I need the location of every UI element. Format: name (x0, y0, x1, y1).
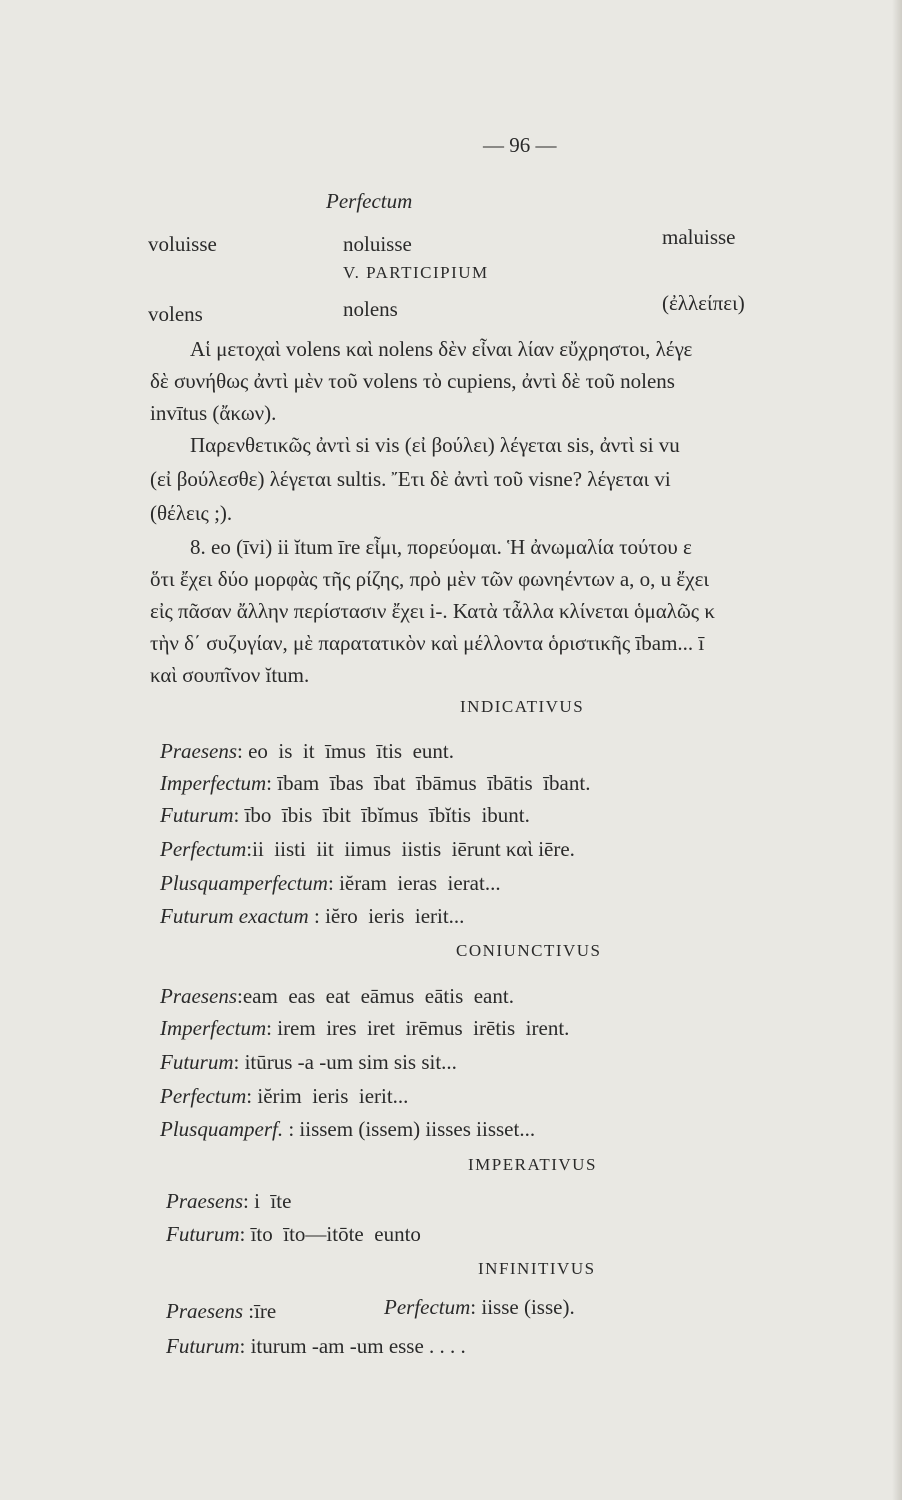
verb-forms: eam eas eat eāmus eātis eant. (242, 984, 514, 1008)
verb-forms: ii iisti iit iimus iistis iērunt καὶ iēre. (252, 837, 575, 861)
verb-forms: iĕram ieras ierat... (339, 871, 501, 895)
tense-label: Praesens (160, 739, 237, 763)
label-separator: : (266, 1016, 272, 1040)
tense-label: Imperfectum (160, 771, 267, 795)
coniunctivus-row (160, 1049, 457, 1075)
tense-label: Praesens (166, 1189, 243, 1213)
tense-label: Imperfectum (160, 1016, 267, 1040)
coniunctivus-row (160, 1116, 535, 1142)
label-separator: : (288, 1117, 295, 1141)
label-separator: : (243, 1189, 249, 1213)
label-separator: : (266, 771, 272, 795)
para3-line-5: καὶ σουπῖνον ĭtum. (150, 663, 310, 687)
perfectum-form-3: maluisse (662, 225, 736, 249)
tense-label: Futurum (166, 1222, 240, 1246)
indicativus-row (160, 903, 464, 929)
tense-label: Perfectum (160, 1084, 247, 1108)
imperativus-heading: IMPERATIVUS (468, 1155, 597, 1174)
page-edge-shadow (892, 0, 902, 1500)
imperativus-row (166, 1188, 291, 1214)
para3-line-4: τὴν δ΄ συζυγίαν, μὲ παρατατικὸν καὶ μέλλοντα ὁριστικῆς ībam... ī (150, 631, 705, 655)
verb-forms: ībam ības ībat ībāmus ībātis ībant. (277, 771, 591, 795)
verb-forms: itūrus -a -um sim sis sit... (244, 1050, 457, 1074)
page-number: — 96 — (483, 133, 557, 157)
indicativus-row (160, 870, 501, 896)
participium-heading: V. PARTICIPIUM (343, 263, 489, 282)
indicativus-row (160, 738, 454, 764)
infinitivus-row (166, 1298, 276, 1324)
para1-line-2: δὲ συνήθως ἀντὶ μὲν τοῦ volens τὸ cupiens, ἀντὶ δὲ τοῦ nolens (150, 369, 675, 393)
perfectum-form-2: noluisse (343, 232, 412, 256)
para3-line-2: ὅτι ἔχει δύο μορφὰς τῆς ρίζης, πρὸ μὲν τῶν φωνηέντων a, o, u ἔχει (150, 567, 710, 591)
label-separator: : (327, 871, 334, 895)
coniunctivus-row (160, 1083, 408, 1109)
label-separator: : (239, 1222, 246, 1246)
label-separator: : (246, 1084, 253, 1108)
infinitivus-row (166, 1333, 466, 1359)
verb-forms: iĕrim ieris ierit... (257, 1084, 409, 1108)
perfectum-form-1: voluisse (148, 232, 217, 256)
tense-label: Futurum (166, 1334, 240, 1358)
label-separator: : (248, 1299, 255, 1323)
coniunctivus-row (160, 983, 514, 1009)
tense-label: Perfectum (160, 837, 247, 861)
label-separator: : (237, 739, 243, 763)
label-separator: : (239, 1334, 246, 1358)
tense-label: Plusquamperfectum (160, 871, 328, 895)
indicativus-row (160, 770, 590, 796)
participium-form-1: volens (148, 302, 203, 326)
infinitivus-row-part-2 (384, 1294, 575, 1320)
infinitivus-heading: INFINITIVUS (478, 1259, 596, 1278)
tense-label: Futurum exactum (160, 904, 309, 928)
label-separator: : (233, 1050, 240, 1074)
indicativus-row (160, 802, 530, 828)
verb-forms: iĕro ieris ierit... (325, 904, 465, 928)
label-separator: : (233, 803, 240, 827)
tense-label: Futurum (160, 803, 234, 827)
indicativus-heading: INDICATIVUS (460, 697, 585, 716)
verb-forms: ībo ībis ībit ībĭmus ībĭtis ibunt. (244, 803, 530, 827)
verb-forms: iturum -am -um esse . . . . (250, 1334, 466, 1358)
verb-forms: irem ires iret irēmus irētis irent. (277, 1016, 570, 1040)
participium-form-2: nolens (343, 297, 398, 321)
indicativus-row (160, 836, 575, 862)
tense-label: Futurum (160, 1050, 234, 1074)
para3-line-1: 8. eo (īvi) ii ĭtum īre εἶμι, πορεύομαι. Ἡ ἀνωμαλία τούτου ε (190, 535, 692, 559)
coniunctivus-row (160, 1015, 569, 1041)
participium-form-3: (ἐλλείπει) (662, 291, 745, 315)
perfectum-heading: Perfectum (326, 189, 413, 213)
para2-line-3: (θέλεις ;). (150, 501, 233, 525)
para2-line-1: Παρενθετικῶς ἀντὶ si vis (εἰ βούλει) λέγεται sis, ἀντὶ si vu (190, 433, 680, 457)
verb-forms: eo is it īmus ītis eunt. (248, 739, 455, 763)
verb-forms: īre (254, 1299, 277, 1323)
imperativus-row (166, 1221, 421, 1247)
tense-label: Perfectum (384, 1295, 471, 1319)
label-separator: : (313, 904, 320, 928)
verb-forms: iisse (isse). (481, 1295, 575, 1319)
label-separator: : (237, 984, 243, 1008)
coniunctivus-heading: CONIUNCTIVUS (456, 941, 602, 960)
tense-label: Praesens (166, 1299, 243, 1323)
verb-forms: iissem (issem) iisses iisset... (299, 1117, 536, 1141)
label-separator: : (470, 1295, 477, 1319)
para1-line-1: Aἱ μετοχαὶ volens καὶ nolens δὲν εἶναι λίαν εὔχρηστοι, λέγε (190, 337, 693, 361)
para1-line-3: invītus (ἄκων). (150, 401, 277, 425)
label-separator: : (246, 837, 253, 861)
tense-label: Praesens (160, 984, 237, 1008)
para2-line-2: (εἰ βούλεσθε) λέγεται sultis. Ἔτι δὲ ἀντὶ τοῦ visne? λέγεται vi (150, 467, 671, 491)
verb-forms: i īte (254, 1189, 292, 1213)
para3-line-3: εἰς πᾶσαν ἄλλην περίστασιν ἔχει i-. Κατὰ τἆλλα κλίνεται ὁμαλῶς κ (150, 599, 715, 623)
verb-forms: īto īto—itōte eunto (250, 1222, 421, 1246)
tense-label: Plusquamperf. (160, 1117, 284, 1141)
